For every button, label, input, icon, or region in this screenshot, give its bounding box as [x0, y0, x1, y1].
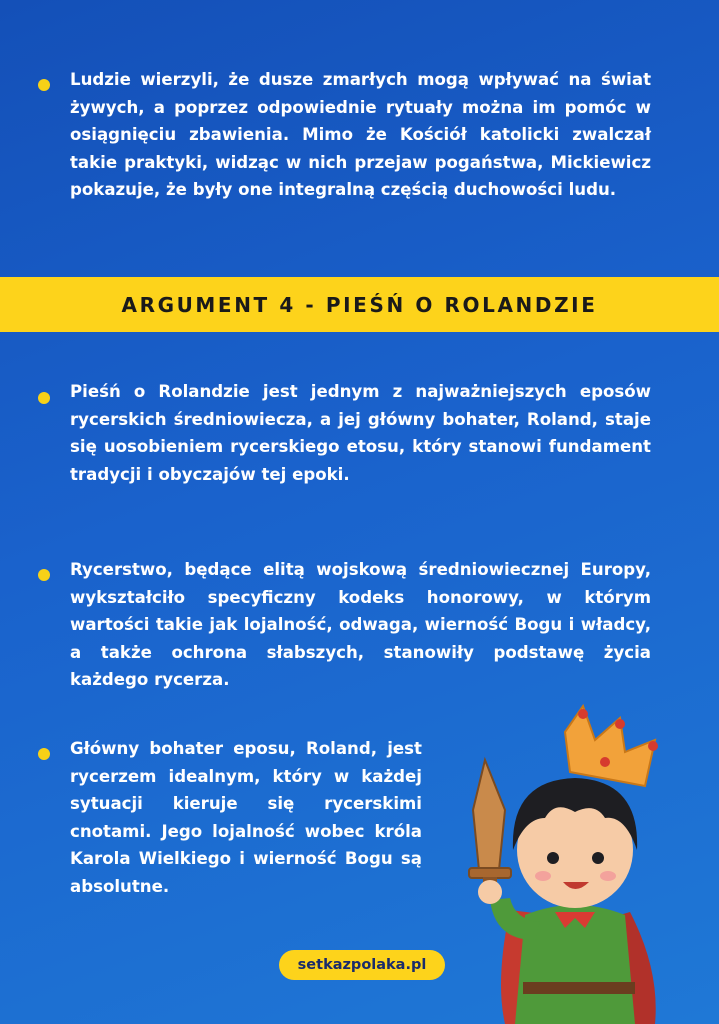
argument-paragraph-3: Główny bohater eposu, Roland, jest rycerzem idealnym, który w każdej sytuacji kieruje się rycerskimi cnotami. Jego lojalność wobec króla Karola Wielkiego i wierność Bogu są absolutne. — [70, 739, 422, 896]
fist — [478, 880, 502, 904]
wooden-sword-icon — [469, 760, 511, 901]
bullet-icon — [38, 569, 50, 581]
intro-paragraph: Ludzie wierzyli, że dusze zmarłych mogą wpływać na świat żywych, a poprzez odpowiednie rytuały można im pomóc w osiągnięciu zbawienia. Mimo że Kościół katolicki zwalczał takie praktyki, widząc w nich przejaw pogaństwa, Mickiewicz pokazuje, że były one integralną częścią duchowości ludu. — [70, 70, 651, 199]
crown-icon — [565, 706, 658, 786]
site-badge[interactable]: setkazpolaka.pl — [279, 950, 445, 980]
bullet-icon — [38, 748, 50, 760]
section-title: ARGUMENT 4 - PIEŚŃ O ROLANDZIE — [121, 292, 598, 317]
bullet-icon — [38, 392, 50, 404]
argument-paragraph-1: Pieśń o Rolandzie jest jednym z najważniejszych eposów rycerskich średniowiecza, a jej główny bohater, Roland, staje się uosobieniem rycerskiego etosu, który stanowi fundament tradycji i obyczajów tej epoki. — [70, 382, 651, 484]
belt — [523, 982, 635, 994]
knight-kid-illustration — [455, 700, 719, 1024]
bullet-icon — [38, 79, 50, 91]
argument-paragraph-2: Rycerstwo, będące elitą wojskową średniowiecznej Europy, wykształciło specyficzny kodeks honorowy, w którym wartości takie jak lojalność, odwaga, wierność Bogu i władcy, a także ochrona słabszych, stanowiły podstawę życia każdego rycerza. — [70, 560, 651, 689]
section-banner — [0, 277, 719, 332]
